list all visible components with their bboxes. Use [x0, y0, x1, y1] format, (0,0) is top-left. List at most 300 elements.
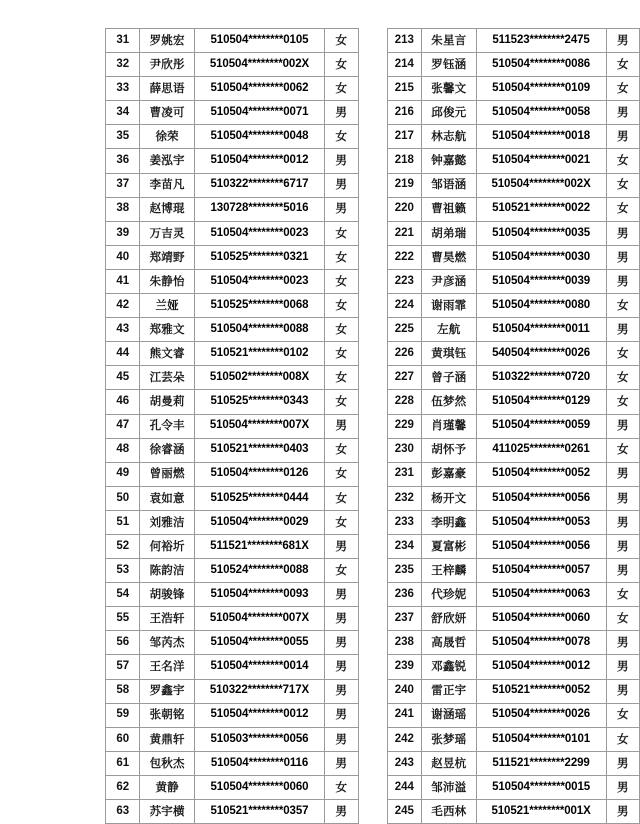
row-sex-cell: 男	[606, 245, 639, 269]
table-row	[106, 318, 359, 342]
table-row	[106, 197, 359, 221]
row-sex-cell: 女	[606, 149, 639, 173]
row-id-number-cell: 510504********0023	[194, 221, 324, 245]
row-id-number-cell: 511523********2475	[476, 29, 606, 53]
row-name-cell: 王名洋	[140, 655, 194, 679]
row-id-number-cell: 510521********0022	[476, 197, 606, 221]
row-id-number-cell: 540504********0026	[476, 342, 606, 366]
row-id-number-cell: 510504********0018	[476, 125, 606, 149]
row-id-number-cell: 130728********5016	[194, 197, 324, 221]
row-id-number-cell: 510504********0063	[476, 583, 606, 607]
row-sex-cell: 女	[606, 727, 639, 751]
row-sex-cell: 男	[606, 655, 639, 679]
table-row	[106, 414, 359, 438]
row-sex-cell: 女	[325, 486, 358, 510]
row-name-cell: 邹芮杰	[140, 631, 194, 655]
row-id-number-cell: 510504********0048	[194, 125, 324, 149]
row-index-cell: 38	[106, 197, 140, 221]
row-name-cell: 黄静	[140, 775, 194, 799]
row-name-cell: 张馨文	[422, 77, 476, 101]
row-name-cell: 徐睿涵	[140, 438, 194, 462]
row-index-cell: 217	[387, 125, 422, 149]
row-index-cell: 221	[387, 221, 422, 245]
row-index-cell: 225	[387, 318, 422, 342]
row-index-cell: 54	[106, 583, 140, 607]
table-row	[387, 751, 640, 775]
table-row	[387, 727, 640, 751]
row-name-cell: 胡怀予	[422, 438, 476, 462]
row-index-cell: 59	[106, 703, 140, 727]
row-index-cell: 230	[387, 438, 422, 462]
row-name-cell: 朱静怡	[140, 269, 194, 293]
row-id-number-cell: 510504********0015	[476, 775, 606, 799]
row-sex-cell: 女	[606, 607, 639, 631]
row-sex-cell: 男	[325, 727, 358, 751]
row-id-number-cell: 510504********0011	[476, 318, 606, 342]
table-row	[106, 101, 359, 125]
row-sex-cell: 女	[325, 294, 358, 318]
row-id-number-cell: 510504********007X	[194, 414, 324, 438]
row-id-number-cell: 510504********0053	[476, 510, 606, 534]
table-row	[106, 221, 359, 245]
row-index-cell: 44	[106, 342, 140, 366]
row-id-number-cell: 510504********0055	[194, 631, 324, 655]
row-sex-cell: 男	[325, 800, 358, 824]
row-id-number-cell: 510504********007X	[194, 607, 324, 631]
row-index-cell: 62	[106, 775, 140, 799]
row-sex-cell: 男	[606, 559, 639, 583]
row-id-number-cell: 510504********0080	[476, 294, 606, 318]
table-row	[387, 342, 640, 366]
row-id-number-cell: 510504********0039	[476, 269, 606, 293]
roster-tables-container	[105, 28, 640, 824]
row-name-cell: 罗钰涵	[422, 53, 476, 77]
row-name-cell: 曾子涵	[422, 366, 476, 390]
row-sex-cell: 男	[325, 679, 358, 703]
row-sex-cell: 女	[325, 559, 358, 583]
row-index-cell: 37	[106, 173, 140, 197]
table-row	[387, 197, 640, 221]
row-id-number-cell: 510504********0030	[476, 245, 606, 269]
row-id-number-cell: 510322********0720	[476, 366, 606, 390]
row-name-cell: 伍梦然	[422, 390, 476, 414]
table-row	[106, 534, 359, 558]
row-id-number-cell: 510504********0116	[194, 751, 324, 775]
row-id-number-cell: 510504********0058	[476, 101, 606, 125]
table-row	[387, 125, 640, 149]
row-id-number-cell: 510525********0068	[194, 294, 324, 318]
table-row	[387, 679, 640, 703]
row-sex-cell: 女	[325, 775, 358, 799]
table-row	[387, 462, 640, 486]
table-row	[387, 438, 640, 462]
row-name-cell: 尹彦涵	[422, 269, 476, 293]
row-sex-cell: 女	[325, 438, 358, 462]
row-index-cell: 61	[106, 751, 140, 775]
table-row	[387, 655, 640, 679]
row-id-number-cell: 510504********0035	[476, 221, 606, 245]
right-roster-table	[387, 28, 640, 824]
row-sex-cell: 男	[606, 414, 639, 438]
row-id-number-cell: 510521********0102	[194, 342, 324, 366]
row-name-cell: 张朝铭	[140, 703, 194, 727]
table-row	[387, 703, 640, 727]
row-index-cell: 214	[387, 53, 422, 77]
table-row	[387, 775, 640, 799]
row-id-number-cell: 510504********0052	[476, 462, 606, 486]
row-name-cell: 李明鑫	[422, 510, 476, 534]
row-id-number-cell: 511521********2299	[476, 751, 606, 775]
table-row	[387, 631, 640, 655]
row-index-cell: 42	[106, 294, 140, 318]
table-row	[106, 800, 359, 824]
table-row	[387, 149, 640, 173]
row-index-cell: 39	[106, 221, 140, 245]
row-sex-cell: 男	[325, 414, 358, 438]
row-name-cell: 王浩轩	[140, 607, 194, 631]
row-index-cell: 36	[106, 149, 140, 173]
row-sex-cell: 女	[606, 703, 639, 727]
table-row	[387, 318, 640, 342]
row-sex-cell: 男	[325, 655, 358, 679]
table-row	[106, 269, 359, 293]
row-name-cell: 胡曼莉	[140, 390, 194, 414]
row-sex-cell: 男	[606, 318, 639, 342]
row-sex-cell: 女	[606, 173, 639, 197]
row-name-cell: 雷正宇	[422, 679, 476, 703]
table-row	[387, 221, 640, 245]
row-index-cell: 51	[106, 510, 140, 534]
table-row	[106, 486, 359, 510]
row-index-cell: 234	[387, 534, 422, 558]
table-row	[106, 703, 359, 727]
row-sex-cell: 女	[325, 245, 358, 269]
row-name-cell: 包秋杰	[140, 751, 194, 775]
row-name-cell: 李苗凡	[140, 173, 194, 197]
row-index-cell: 226	[387, 342, 422, 366]
table-row	[387, 414, 640, 438]
row-sex-cell: 男	[606, 631, 639, 655]
row-id-number-cell: 510504********0056	[476, 534, 606, 558]
row-name-cell: 袁如意	[140, 486, 194, 510]
table-row	[387, 173, 640, 197]
row-index-cell: 242	[387, 727, 422, 751]
row-id-number-cell: 510504********0026	[476, 703, 606, 727]
table-row	[387, 510, 640, 534]
row-id-number-cell: 510503********0056	[194, 727, 324, 751]
row-index-cell: 53	[106, 559, 140, 583]
row-name-cell: 苏宇横	[140, 800, 194, 824]
row-id-number-cell: 510504********0129	[476, 390, 606, 414]
row-id-number-cell: 510525********0444	[194, 486, 324, 510]
row-sex-cell: 女	[325, 125, 358, 149]
row-sex-cell: 男	[606, 269, 639, 293]
row-sex-cell: 男	[606, 800, 639, 824]
row-id-number-cell: 510521********0052	[476, 679, 606, 703]
row-name-cell: 左航	[422, 318, 476, 342]
table-row	[106, 342, 359, 366]
row-name-cell: 高晟哲	[422, 631, 476, 655]
table-row	[387, 245, 640, 269]
row-index-cell: 216	[387, 101, 422, 125]
table-row	[106, 510, 359, 534]
row-name-cell: 郑靖野	[140, 245, 194, 269]
row-sex-cell: 男	[606, 679, 639, 703]
row-id-number-cell: 510502********008X	[194, 366, 324, 390]
table-row	[106, 775, 359, 799]
row-id-number-cell: 510504********0056	[476, 486, 606, 510]
row-index-cell: 237	[387, 607, 422, 631]
row-id-number-cell: 510504********0093	[194, 583, 324, 607]
row-sex-cell: 女	[325, 390, 358, 414]
row-name-cell: 罗鑫宇	[140, 679, 194, 703]
row-index-cell: 236	[387, 583, 422, 607]
row-name-cell: 罗姚宏	[140, 29, 194, 53]
row-name-cell: 邱俊元	[422, 101, 476, 125]
row-name-cell: 邹语涵	[422, 173, 476, 197]
row-name-cell: 代珍妮	[422, 583, 476, 607]
row-index-cell: 46	[106, 390, 140, 414]
row-index-cell: 55	[106, 607, 140, 631]
table-row	[106, 727, 359, 751]
row-sex-cell: 女	[606, 294, 639, 318]
row-sex-cell: 女	[606, 366, 639, 390]
row-id-number-cell: 510504********0105	[194, 29, 324, 53]
row-id-number-cell: 510504********0071	[194, 101, 324, 125]
row-index-cell: 218	[387, 149, 422, 173]
row-id-number-cell: 510525********0321	[194, 245, 324, 269]
row-name-cell: 姜泓宇	[140, 149, 194, 173]
row-id-number-cell: 510504********0012	[194, 703, 324, 727]
row-id-number-cell: 411025********0261	[476, 438, 606, 462]
row-sex-cell: 男	[325, 197, 358, 221]
right-roster-body	[387, 29, 640, 824]
table-row	[106, 77, 359, 101]
table-row	[106, 751, 359, 775]
row-sex-cell: 男	[325, 607, 358, 631]
row-sex-cell: 男	[606, 775, 639, 799]
row-sex-cell: 男	[325, 101, 358, 125]
row-id-number-cell: 510504********0029	[194, 510, 324, 534]
row-index-cell: 31	[106, 29, 140, 53]
table-row	[106, 294, 359, 318]
table-row	[387, 101, 640, 125]
row-id-number-cell: 510504********0086	[476, 53, 606, 77]
row-sex-cell: 男	[606, 221, 639, 245]
table-row	[387, 294, 640, 318]
row-sex-cell: 男	[606, 510, 639, 534]
row-name-cell: 胡骏锋	[140, 583, 194, 607]
row-index-cell: 222	[387, 245, 422, 269]
row-id-number-cell: 510521********001X	[476, 800, 606, 824]
row-id-number-cell: 510322********6717	[194, 173, 324, 197]
row-index-cell: 56	[106, 631, 140, 655]
table-row	[106, 125, 359, 149]
row-name-cell: 肖瑾馨	[422, 414, 476, 438]
row-id-number-cell: 510521********0357	[194, 800, 324, 824]
row-index-cell: 35	[106, 125, 140, 149]
table-row	[387, 559, 640, 583]
row-name-cell: 彭嘉豪	[422, 462, 476, 486]
table-row	[387, 390, 640, 414]
row-name-cell: 薛思语	[140, 77, 194, 101]
row-index-cell: 41	[106, 269, 140, 293]
row-sex-cell: 女	[606, 197, 639, 221]
row-id-number-cell: 510525********0343	[194, 390, 324, 414]
row-name-cell: 夏富彬	[422, 534, 476, 558]
row-name-cell: 熊文睿	[140, 342, 194, 366]
row-name-cell: 万吉灵	[140, 221, 194, 245]
table-row	[387, 800, 640, 824]
row-index-cell: 45	[106, 366, 140, 390]
table-row	[106, 366, 359, 390]
row-index-cell: 213	[387, 29, 422, 53]
row-index-cell: 244	[387, 775, 422, 799]
row-name-cell: 孔令丰	[140, 414, 194, 438]
row-sex-cell: 男	[325, 149, 358, 173]
row-index-cell: 228	[387, 390, 422, 414]
row-sex-cell: 女	[325, 366, 358, 390]
row-sex-cell: 男	[606, 101, 639, 125]
row-name-cell: 朱星言	[422, 29, 476, 53]
row-name-cell: 郑雅文	[140, 318, 194, 342]
row-index-cell: 229	[387, 414, 422, 438]
row-name-cell: 林志航	[422, 125, 476, 149]
row-sex-cell: 男	[606, 534, 639, 558]
row-sex-cell: 男	[606, 486, 639, 510]
table-row	[106, 438, 359, 462]
row-name-cell: 张梦瑶	[422, 727, 476, 751]
table-row	[106, 679, 359, 703]
row-index-cell: 245	[387, 800, 422, 824]
row-name-cell: 曾丽燃	[140, 462, 194, 486]
row-id-number-cell: 510504********0014	[194, 655, 324, 679]
row-id-number-cell: 510504********0101	[476, 727, 606, 751]
row-sex-cell: 男	[606, 751, 639, 775]
row-name-cell: 刘雅洁	[140, 510, 194, 534]
row-index-cell: 239	[387, 655, 422, 679]
row-id-number-cell: 510504********0126	[194, 462, 324, 486]
table-row	[106, 173, 359, 197]
row-id-number-cell: 510322********717X	[194, 679, 324, 703]
row-sex-cell: 女	[606, 390, 639, 414]
table-row	[106, 583, 359, 607]
row-sex-cell: 女	[325, 462, 358, 486]
row-name-cell: 陈韵洁	[140, 559, 194, 583]
table-row	[106, 390, 359, 414]
row-index-cell: 47	[106, 414, 140, 438]
row-name-cell: 曹祖籁	[422, 197, 476, 221]
row-id-number-cell: 510504********0057	[476, 559, 606, 583]
row-sex-cell: 女	[606, 583, 639, 607]
row-index-cell: 243	[387, 751, 422, 775]
row-index-cell: 33	[106, 77, 140, 101]
row-name-cell: 曹凌可	[140, 101, 194, 125]
table-row	[106, 462, 359, 486]
row-sex-cell: 女	[325, 342, 358, 366]
row-index-cell: 232	[387, 486, 422, 510]
row-id-number-cell: 510524********0088	[194, 559, 324, 583]
row-index-cell: 220	[387, 197, 422, 221]
row-index-cell: 219	[387, 173, 422, 197]
left-roster-body	[106, 29, 359, 824]
row-name-cell: 毛西林	[422, 800, 476, 824]
row-name-cell: 舒欣妍	[422, 607, 476, 631]
row-index-cell: 227	[387, 366, 422, 390]
row-sex-cell: 女	[325, 510, 358, 534]
row-id-number-cell: 510504********0109	[476, 77, 606, 101]
row-index-cell: 241	[387, 703, 422, 727]
row-index-cell: 63	[106, 800, 140, 824]
left-roster-table	[105, 28, 359, 824]
row-index-cell: 52	[106, 534, 140, 558]
table-row	[106, 53, 359, 77]
table-row	[387, 77, 640, 101]
row-id-number-cell: 510521********0403	[194, 438, 324, 462]
row-sex-cell: 男	[325, 583, 358, 607]
row-sex-cell: 男	[325, 631, 358, 655]
row-name-cell: 钟嘉懿	[422, 149, 476, 173]
row-id-number-cell: 510504********0088	[194, 318, 324, 342]
table-row	[387, 53, 640, 77]
row-id-number-cell: 510504********002X	[476, 173, 606, 197]
row-index-cell: 235	[387, 559, 422, 583]
row-index-cell: 57	[106, 655, 140, 679]
row-sex-cell: 女	[325, 29, 358, 53]
row-id-number-cell: 510504********0078	[476, 631, 606, 655]
row-sex-cell: 女	[606, 53, 639, 77]
table-row	[106, 245, 359, 269]
row-name-cell: 邹沛溢	[422, 775, 476, 799]
row-id-number-cell: 510504********0021	[476, 149, 606, 173]
row-name-cell: 谢涵瑶	[422, 703, 476, 727]
row-index-cell: 233	[387, 510, 422, 534]
row-index-cell: 60	[106, 727, 140, 751]
row-index-cell: 43	[106, 318, 140, 342]
table-row	[106, 655, 359, 679]
row-id-number-cell: 510504********0060	[194, 775, 324, 799]
row-name-cell: 胡弟瑞	[422, 221, 476, 245]
row-index-cell: 50	[106, 486, 140, 510]
table-row	[387, 486, 640, 510]
table-row	[387, 29, 640, 53]
row-sex-cell: 女	[325, 221, 358, 245]
row-name-cell: 杨开文	[422, 486, 476, 510]
row-name-cell: 王梓麟	[422, 559, 476, 583]
row-sex-cell: 男	[325, 534, 358, 558]
row-sex-cell: 女	[606, 77, 639, 101]
table-row	[387, 366, 640, 390]
row-id-number-cell: 510504********002X	[194, 53, 324, 77]
row-id-number-cell: 510504********0059	[476, 414, 606, 438]
row-name-cell: 谢雨霏	[422, 294, 476, 318]
row-index-cell: 34	[106, 101, 140, 125]
table-row	[106, 149, 359, 173]
row-index-cell: 224	[387, 294, 422, 318]
table-row	[106, 29, 359, 53]
row-sex-cell: 男	[606, 125, 639, 149]
row-index-cell: 238	[387, 631, 422, 655]
row-name-cell: 曹昊燃	[422, 245, 476, 269]
row-index-cell: 215	[387, 77, 422, 101]
row-name-cell: 何裕圻	[140, 534, 194, 558]
row-index-cell: 40	[106, 245, 140, 269]
row-index-cell: 32	[106, 53, 140, 77]
row-index-cell: 49	[106, 462, 140, 486]
row-sex-cell: 女	[325, 53, 358, 77]
row-name-cell: 尹欣彤	[140, 53, 194, 77]
row-id-number-cell: 510504********0012	[194, 149, 324, 173]
